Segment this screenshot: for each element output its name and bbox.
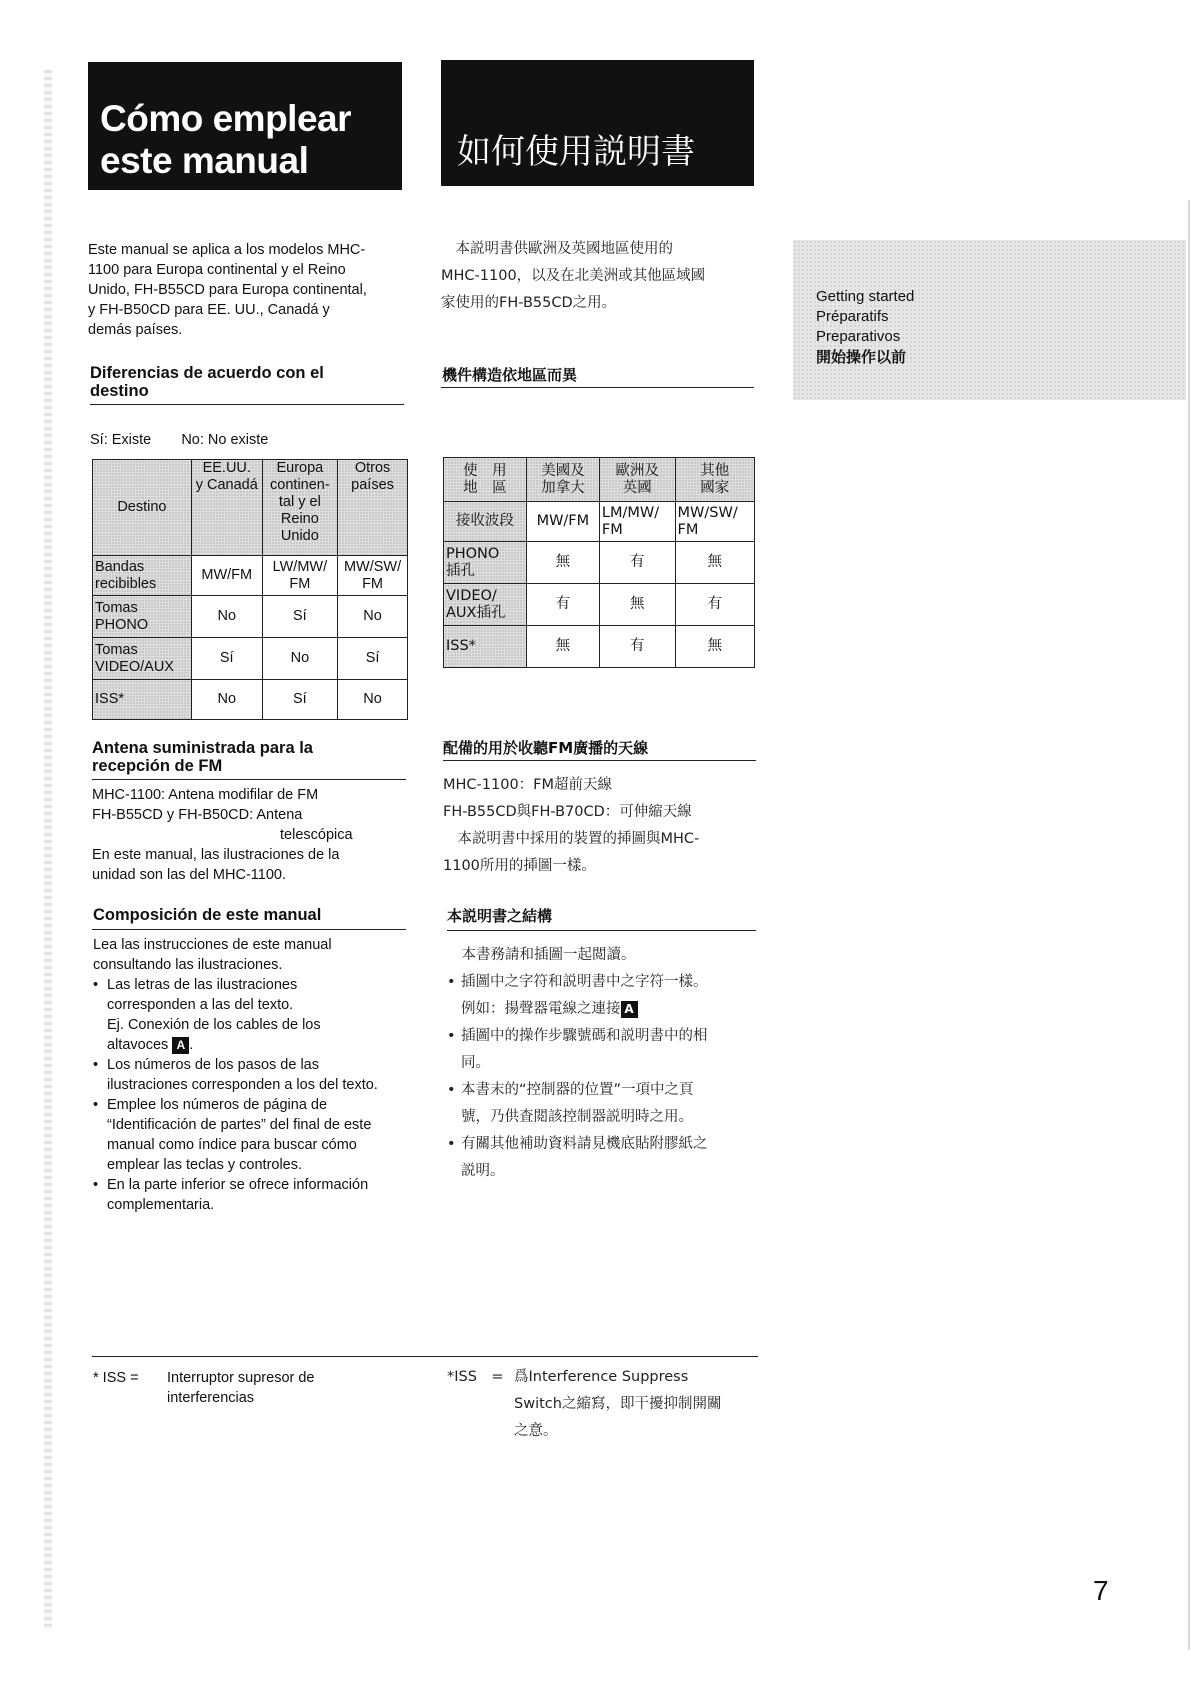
zh-heading-composition: 本説明書之結構 [447, 907, 553, 925]
zh-bullet-list [447, 969, 767, 1185]
spanish-title-block [88, 62, 402, 190]
list-item: • 本書末的“控制器的位置”一項中之頁 號，乃供査閲該控制器説明時之用。 [447, 1077, 767, 1131]
divider [92, 779, 406, 780]
table-row-header: VIDEO/ AUX插孔 [444, 584, 527, 626]
spanish-title-line-2: este manual [100, 140, 309, 181]
section-tab-french: Préparatifs [816, 308, 889, 325]
es-heading-line: Diferencias de acuerdo con el [90, 364, 324, 382]
zh-antenna-text [443, 772, 763, 880]
es-footnote-label: * ISS = [93, 1370, 139, 1386]
divider [441, 387, 754, 388]
es-composition-line: Lea las instrucciones de este manual [93, 937, 332, 953]
section-tab-english: Getting started [816, 288, 915, 305]
illustration-letter-icon: A [172, 1037, 189, 1054]
list-item: • Las letras de las ilustraciones corresponden a las del texto. Ej. Conexión de los cables de los altavoces A . [93, 975, 413, 1055]
es-heading-destination [90, 364, 400, 400]
table-row-header: Bandas recibibles [93, 556, 192, 596]
legend-no: No: No existe [181, 432, 269, 448]
section-tab [793, 240, 1186, 400]
table-cell: MW/SW/ FM [338, 556, 408, 596]
list-item: • 插圖中的操作步驟號碼和説明書中的相 同。 [447, 1023, 767, 1077]
es-antenna-line: MHC-1100: Antena modifilar de FM [92, 787, 319, 803]
zh-antenna-line: 1100所用的揷圖一樣。 [443, 858, 596, 874]
section-tab-chinese: 開始操作以前 [816, 348, 907, 366]
table-cell: No [338, 596, 408, 638]
es-heading-line: recepción de FM [92, 757, 223, 775]
table-cell: Sí [262, 596, 337, 638]
divider [90, 404, 404, 405]
table-cell: Sí [338, 638, 408, 680]
table-cell: 無 [675, 626, 754, 668]
table-cell: No [191, 596, 262, 638]
es-intro-line: demás países. [88, 322, 183, 338]
list-item: • 有關其他補助資料請見機底貼附膠紙之 説明。 [447, 1131, 767, 1185]
es-heading-composition: Composición de este manual [93, 906, 322, 924]
legend-yes: Sí: Existe [90, 432, 152, 448]
es-footnote: Interruptor supresor de interferencias [167, 1370, 315, 1406]
zh-antenna-line: 本説明書中採用的裝置的揷圖與MHC- [443, 831, 700, 847]
table-cell: LW/MW/ FM [262, 556, 337, 596]
table-cell: 無 [526, 542, 599, 584]
es-antenna-line: telescópica [280, 827, 353, 843]
section-tab-spanish: Preparativos [816, 328, 901, 345]
es-intro-line: y FH-B50CD para EE. UU., Canadá y [88, 302, 330, 318]
list-item: • En la parte inferior se ofrece información complementaria. [93, 1175, 413, 1215]
zh-destination-table [443, 457, 755, 668]
table-cell: MW/FM [526, 502, 599, 542]
chinese-title: 如何使用説明書 [457, 132, 695, 172]
table-cell: Sí [191, 638, 262, 680]
divider [92, 929, 406, 930]
es-antenna-text [92, 785, 412, 885]
table-cell: 有 [526, 584, 599, 626]
table-col-header: Otros países [338, 460, 408, 556]
es-heading-line: destino [90, 382, 149, 400]
table-cell: MW/SW/ FM [675, 502, 754, 542]
page-number: 7 [1093, 1575, 1109, 1606]
zh-antenna-line: MHC-1100：FM超前天線 [443, 777, 613, 793]
list-item: • 插圖中之字符和説明書中之字符一樣。 例如：揚聲器電線之連接 A [447, 969, 767, 1023]
table-row-header: 接收波段 [444, 502, 527, 542]
illustration-letter-icon: A [621, 1001, 638, 1018]
es-destination-table [92, 459, 408, 720]
zh-heading-destination: 機件構造依地區而異 [442, 366, 578, 384]
divider [447, 930, 756, 931]
es-antenna-line: unidad son las del MHC-1100. [92, 867, 286, 883]
table-cell: No [262, 638, 337, 680]
table-cell: 無 [675, 542, 754, 584]
divider [443, 760, 756, 761]
table-cell: 無 [526, 626, 599, 668]
table-col-header: 美國及 加拿大 [526, 458, 599, 502]
table-row-header: ISS* [93, 680, 192, 720]
es-composition [93, 935, 413, 1215]
zh-footnote: 爲Interference Suppress Switch之縮寫，即干擾抑制開關 之意。 [514, 1369, 722, 1439]
zh-intro [441, 236, 761, 317]
table-col-header: 其他 國家 [675, 458, 754, 502]
zh-heading-antenna: 配備的用於收聽FM廣播的天線 [443, 739, 649, 757]
table-cell: 有 [599, 542, 675, 584]
zh-composition [447, 942, 767, 1185]
es-legend [90, 430, 410, 450]
spanish-title-line-1: Cómo emplear [100, 98, 352, 139]
es-heading-antenna [92, 739, 404, 775]
es-heading-line: Antena suministrada para la [92, 739, 313, 757]
es-composition-line: consultando las ilustraciones. [93, 957, 283, 973]
es-intro-line: Unido, FH-B55CD para Europa continental, [88, 282, 367, 298]
list-item: • Los números de los pasos de las ilustraciones corresponden a los del texto. [93, 1055, 413, 1095]
table-col-header: Europa continen- tal y el Reino Unido [262, 460, 337, 556]
table-row-header: Tomas PHONO [93, 596, 192, 638]
zh-footnote-label: *ISS = [447, 1369, 504, 1385]
chinese-title-block [441, 60, 754, 186]
zh-intro-line: MHC-1100，以及在北美洲或其他區域國 [441, 268, 706, 284]
zh-antenna-line: FH-B55CD與FH-B70CD：可伸縮天線 [443, 804, 692, 820]
table-cell: No [338, 680, 408, 720]
table-cell: Sí [262, 680, 337, 720]
table-corner: 使 用 地 區 [444, 458, 527, 502]
es-intro-line: 1100 para Europa continental y el Reino [88, 262, 346, 278]
footnote-divider [92, 1356, 758, 1357]
zh-intro-line: 本説明書供歐洲及英國地區使用的 [441, 241, 673, 257]
zh-intro-line: 家使用的FH-B55CD之用。 [441, 295, 617, 311]
scan-edge-right [1188, 200, 1190, 1650]
table-cell: 有 [599, 626, 675, 668]
table-corner: Destino [93, 460, 192, 556]
table-cell: LM/MW/ FM [599, 502, 675, 542]
table-row-header: Tomas VIDEO/AUX [93, 638, 192, 680]
table-row-header: PHONO 插孔 [444, 542, 527, 584]
table-col-header: 歐洲及 英國 [599, 458, 675, 502]
es-intro [88, 240, 408, 340]
table-col-header: EE.UU. y Canadá [191, 460, 262, 556]
zh-composition-intro: 本書務請和插圖一起閲讀。 [447, 947, 636, 963]
es-bullet-list [93, 975, 413, 1215]
es-intro-line: Este manual se aplica a los modelos MHC- [88, 242, 366, 258]
es-antenna-line: FH-B55CD y FH-B50CD: Antena [92, 807, 303, 823]
table-cell: 無 [599, 584, 675, 626]
table-cell: 有 [675, 584, 754, 626]
es-antenna-line: En este manual, las ilustraciones de la [92, 847, 340, 863]
table-cell: No [191, 680, 262, 720]
scan-edge [44, 70, 52, 1630]
table-row-header: ISS* [444, 626, 527, 668]
table-cell: MW/FM [191, 556, 262, 596]
list-item: • Emplee los números de página de “Identificación de partes” del final de este manual como índice para buscar cómo emplear las teclas y controles. [93, 1095, 413, 1175]
